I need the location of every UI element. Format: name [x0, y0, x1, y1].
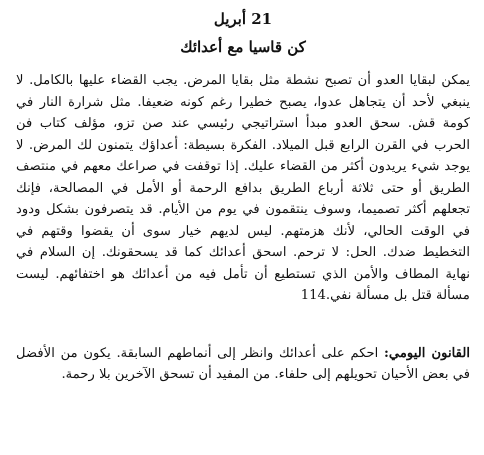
entry-date: 21 أبريل [213, 10, 273, 28]
daily-law-label: القانون اليومي: [384, 345, 471, 361]
daily-law-text: احكم على أعدائك وانظر إلى أنماطهم السابقة. يكون من الأفضل في بعض الأحيان تحويلهم إلى حلفاء. من المفيد أن تسحق الآخرين بلا رحمة. [16, 345, 470, 382]
entry-title: كن قاسيا مع أعدائك [180, 38, 306, 56]
daily-law [16, 343, 470, 386]
entry-body: يمكن لبقايا العدو أن تصبح نشطة مثل بقايا المرض. يجب القضاء عليها بالكامل. لا ينبغي لأحد أن يتجاهل عدوا، يصبح خطيرا رغم كونه ضعيفا. مثل شرارة النار في كومة قش. سحق العدو مبدأ استراتيجي رئيسي عند صن تزو، مؤلف كتاب فن الحرب في القرن الرابع قبل الميلاد. الفكرة بسيطة: أعداؤك يتمنون لك المرض. لا يوجد شيء يريدون أكثر من القضاء عليك. إذا توقفت في صراعك معهم في منتصف الطريق أو حتى ثلاثة أرباع الطريق بدافع الرحمة أو الأمل في المصالحة، فإنك تجعلهم أكثر تصميما، وسوف ينتقمون في يوم من الأيام. قد يتصرفون بشكل ودود في الوقت الحالي، لأنك هزمتهم. ليس لديهم خيار سوى أن يقضوا وقتهم في التخطيط ضدك. الحل: لا ترحم. اسحق أعدائك كما قد يسحقونك. إن السلام في نهاية المطاف والأمن الذي تستطيع أن تأمل فيه من أعدائك هو اختفائهم. ليست مسألة قتل بل مسألة نفي.114 [16, 73, 470, 303]
